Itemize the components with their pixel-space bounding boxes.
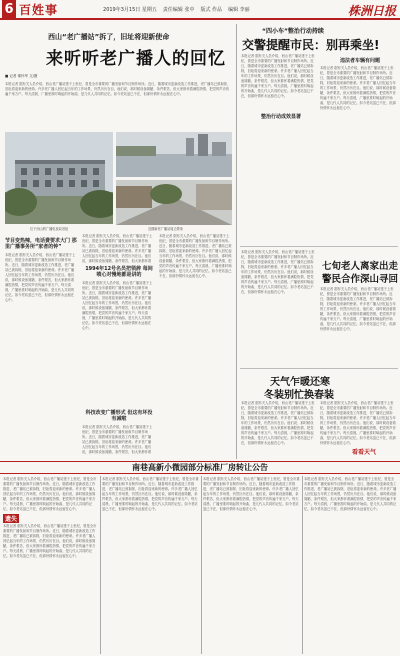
top-story-kicker: 西山“老广播站”拆了，旧址将迎新使命 <box>48 33 170 41</box>
notice-col-4: 本报记者 据有关人员介绍，西山老广播站建于上世纪，曾是全市重要的广播发射和节目制作场所。近日，随着城市更新改造工作推进，老广播站已被拆除，旧址将迎来新的使命。许多老广播人回忆起当年的工作场景，仍然历历在目。他们说，那时候设备简陋，条件艰苦，但大家都怀着满腔热情，把党的声音传遍千家万户。每天清晨，广播里准时响起的开始曲，是几代人共同的记忆。如今老站虽已不在，但那份情怀永远留在心中。 <box>304 477 397 511</box>
notice-col-3: 本报记者 据有关人员介绍，西山老广播站建于上世纪，曾是全市重要的广播发射和节目制作场所。近日，随着城市更新改造工作推进，老广播站已被拆除，旧址将迎来新的使命。许多老广播人回忆起当年的工作场景，仍然历历在目。他们说，那时候设备简陋，条件艰苦，但大家都怀着满腔热情，把党的声音传遍千家万户。每天清晨，广播里准时响起的开始曲，是几代人共同的记忆。如今老站虽已不在，但那份情怀永远留在心中。 <box>203 477 300 511</box>
photo-old-broadcast-station <box>5 132 113 224</box>
right-story-3-col-2: 本报记者 据有关人员介绍，西山老广播站建于上世纪，曾是全市重要的广播发射和节目制作场所。近日，随着城市更新改造工作推进，老广播站已被拆除，旧址将迎来新的使命。许多老广播人回忆起当年的工作场景，仍然历历在目。他们说，那时候设备简陋，条件艰苦，但大家都怀着满腔热情，把党的声音传遍千家万户。每天清晨，广播里准时响起的开始曲，是几代人共同的记忆。如今老站虽已不在，但那份情怀永远留在心中。 <box>320 401 396 445</box>
editor: 责任编辑 张中 <box>162 6 195 13</box>
right-story-3-title-2: 冬装别忙换春装 <box>264 390 334 401</box>
photo-caption-2: 近期新老广播站周边景象 <box>148 227 184 231</box>
notice-block-1: 本报记者 据有关人员介绍，西山老广播站建于上世纪，曾是全市重要的广播发射和节目制作场所。近日，随着城市更新改造工作推进，老广播站已被拆除，旧址将迎来新的使命。许多老广播人回忆起当年的工作场景，仍然历历在目。他们说，那时候设备简陋，条件艰苦，但大家都怀着满腔热情，把党的声音传遍千家万户。每天清晨，广播里准时响起的开始曲，是几代人共同的记忆。如今老站虽已不在，但那份情怀永远留在心中。 <box>3 477 97 511</box>
section-title: 百姓事 <box>19 2 59 17</box>
right-story-3-col-1: 本报记者 据有关人员介绍，西山老广播站建于上世纪，曾是全市重要的广播发射和节目制作场所。近日，随着城市更新改造工作推进，老广播站已被拆除，旧址将迎来新的使命。许多老广播人回忆起当年的工作场景，仍然历历在目。他们说，那时候设备简陋，条件艰苦，但大家都怀着满腔热情，把党的声音传遍千家万户。每天清晨，广播里准时响起的开始曲，是几代人共同的记忆。如今老站虽已不在，但那份情怀永远留在心中。 <box>241 401 315 445</box>
photo-caption-1: 位于西山的广播电视局旧址 <box>30 227 69 231</box>
notice-divider-2 <box>201 476 202 654</box>
top-story-subhead-3: 科技改变广播形式 但这有坏没有减啦 <box>85 410 153 422</box>
header-meta <box>103 6 250 13</box>
right-story-2-col-1: 本报记者 据有关人员介绍，西山老广播站建于上世纪，曾是全市重要的广播发射和节目制作场所。近日，随着城市更新改造工作推进，老广播站已被拆除，旧址将迎来新的使命。许多老广播人回忆起当年的工作场景，仍然历历在目。他们说，那时候设备简陋，条件艰苦，但大家都怀着满腔热情，把党的声音传遍千家万户。每天清晨，广播里准时响起的开始曲，是几代人共同的记忆。如今老站虽已不在，但那份情怀永远留在心中。 <box>241 250 315 294</box>
issue-date: 2019年3月15日 星期五 <box>103 6 157 13</box>
notice-col-2: 本报记者 据有关人员介绍，西山老广播站建于上世纪，曾是全市重要的广播发射和节目制作场所。近日，随着城市更新改造工作推进，老广播站已被拆除，旧址将迎来新的使命。许多老广播人回忆起当年的工作场景，仍然历历在目。他们说，那时候设备简陋，条件艰苦，但大家都怀着满腔热情，把党的声音传遍千家万户。每天清晨，广播里准时响起的开始曲，是几代人共同的记忆。如今老站虽已不在，但那份情怀永远留在心中。 <box>102 477 199 511</box>
right-story-2-title-2: 警民合作深山寻回 <box>322 274 399 285</box>
right-story-2-col-2: 本报记者 据有关人员介绍，西山老广播站建于上世纪，曾是全市重要的广播发射和节目制作场所。近日，随着城市更新改造工作推进，老广播站已被拆除，旧址将迎来新的使命。许多老广播人回忆起当年的工作场景，仍然历历在目。他们说，那时候设备简陋，条件艰苦，但大家都怀着满腔热情，把党的声音传遍千家万户。每天清晨，广播里准时响起的开始曲，是几代人共同的记忆。如今老站虽已不在，但那份情怀永远留在心中。 <box>320 287 396 331</box>
top-story-col-3: 本报记者 据有关人员介绍，西山老广播站建于上世纪，曾是全市重要的广播发射和节目制作场所。近日，随着城市更新改造工作推进，老广播站已被拆除，旧址将迎来新的使命。许多老广播人回忆起当年的工作场景，仍然历历在目。他们说，那时候设备简陋，条件艰苦，但大家都怀着满腔热情，把党的声音传遍千家万户。每天清晨，广播里准时响起的开始曲，是几代人共同的记忆。如今老站虽已不在，但那份情怀永远留在心中。 <box>159 234 232 278</box>
right-story-2-title-1: 七旬老人离家出走 <box>322 261 399 272</box>
top-story-lead: 本报记者 据有关人员介绍，西山老广播站建于上世纪，曾是全市重要的广播发射和节目制作场所。近日，随着城市更新改造工作推进，老广播站已被拆除，旧址将迎来新的使命。许多老广播人回忆起当年的工作场景，仍然历历在目。他们说，那时候设备简陋，条件艰苦，但大家都怀着满腔热情，把党的声音传遍千家万户。每天清晨，广播里准时响起的开始曲，是几代人共同的记忆。如今老站虽已不在，但那份情怀永远留在心中。 <box>5 82 231 96</box>
lost-found-col-1: 本报记者 据有关人员介绍，西山老广播站建于上世纪，曾是全市重要的广播发射和节目制作场所。近日，随着城市更新改造工作推进，老广播站已被拆除，旧址将迎来新的使命。许多老广播人回忆起当年的工作场景，仍然历历在目。他们说，那时候设备简陋，条件艰苦，但大家都怀着满腔热情，把党的声音传遍千家万户。每天清晨，广播里准时响起的开始曲，是几代人共同的记忆。如今老站虽已不在，但那份情怀永远留在心中。 <box>3 524 97 558</box>
lost-found-label: 遗失 <box>5 516 18 523</box>
notice-divider-1 <box>100 476 101 654</box>
page-header <box>0 0 400 20</box>
right-story-3-title-1: 天气乍暖还寒 <box>270 377 330 388</box>
right-story-1-col-1: 本报记者 据有关人员介绍，西山老广播站建于上世纪，曾是全市重要的广播发射和节目制作场所。近日，随着城市更新改造工作推进，老广播站已被拆除，旧址将迎来新的使命。许多老广播人回忆起当年的工作场景，仍然历历在目。他们说，那时候设备简陋，条件艰苦，但大家都怀着满腔热情，把党的声音传遍千家万户。每天清晨，广播里准时响起的开始曲，是几代人共同的记忆。如今老站虽已不在，但那份情怀永远留在心中。 <box>241 54 315 98</box>
right-story-1-col-2: 本报记者 据有关人员介绍，西山老广播站建于上世纪，曾是全市重要的广播发射和节目制作场所。近日，随着城市更新改造工作推进，老广播站已被拆除，旧址将迎来新的使命。许多老广播人回忆起当年的工作场景，仍然历历在目。他们说，那时候设备简陋，条件艰苦，但大家都怀着满腔热情，把党的声音传遍千家万户。每天清晨，广播里准时响起的开始曲，是几代人共同的记忆。如今老站虽已不在，但那份情怀永远留在心中。 <box>320 66 396 110</box>
right-story-1-subhead-1: 违法者车辆有问题 <box>339 58 380 64</box>
top-story-byline: ■ 记者 秦怀华 文/摄 <box>5 74 38 78</box>
right-story-1-subhead-2: 整治行动成效显著 <box>260 114 301 120</box>
top-story-col-2c: 本报记者 据有关人员介绍，西山老广播站建于上世纪，曾是全市重要的广播发射和节目制作场所。近日，随着城市更新改造工作推进，老广播站已被拆除，旧址将迎来新的使命。许多老广播人回忆起当年的工作场景，仍然历历在目。他们说，那时候设备简陋，条件艰苦，但大家都怀着 <box>82 425 153 454</box>
notice-banner <box>0 461 400 474</box>
section-divider-1 <box>240 246 398 247</box>
photo-riverside-view <box>116 132 232 177</box>
top-story-col-2a: 本报记者 据有关人员介绍，西山老广播站建于上世纪，曾是全市重要的广播发射和节目制作场所。近日，随着城市更新改造工作推进，老广播站已被拆除，旧址将迎来新的使命。许多老广播人回忆起当年的工作场景，仍然历历在目。他们说，那时候设备简陋，条件艰苦，但大家都怀着 <box>82 234 153 263</box>
section-divider-2 <box>240 368 398 369</box>
weather-link[interactable]: 看看天气 <box>352 449 377 456</box>
layout-credit: 版式 作品 <box>200 6 223 13</box>
masthead-logo: 株洲日报 <box>347 4 396 18</box>
top-story-subhead-2: 1994年12号名员把领辞 每间喷心对慢地都是讲的 <box>85 266 153 278</box>
top-story-title: 来听听老广播人的回忆 <box>46 49 226 69</box>
right-story-1-title: 交警提醒市民：别再乘坐! <box>242 38 380 52</box>
column-divider <box>236 24 237 459</box>
right-story-1-kicker: “四小车”整治行动持续 <box>262 28 324 35</box>
top-story-col-1: 本报记者 据有关人员介绍，西山老广播站建于上世纪，曾是全市重要的广播发射和节目制作场所。近日，随着城市更新改造工作推进，老广播站已被拆除，旧址将迎来新的使命。许多老广播人回忆起当年的工作场景，仍然历历在目。他们说，那时候设备简陋，条件艰苦，但大家都怀着满腔热情，把党的声音传遍千家万户。每天清晨，广播里准时响起的开始曲，是几代人共同的记忆。如今老站虽已不在，但那份情怀永远留在心中。 <box>5 253 76 302</box>
top-story-subhead-1: 节目变热辣，电话费要求大门 那里广播事务所“家者的钟” <box>5 238 77 250</box>
proofreader: 编辑 李丽 <box>228 6 250 13</box>
top-story-col-2b: 本报记者 据有关人员介绍，西山老广播站建于上世纪，曾是全市重要的广播发射和节目制作场所。近日，随着城市更新改造工作推进，老广播站已被拆除，旧址将迎来新的使命。许多老广播人回忆起当年的工作场景，仍然历历在目。他们说，那时候设备简陋，条件艰苦，但大家都怀着满腔热情，把党的声音传遍千家万户。每天清晨，广播里准时响起的开始曲，是几代人共同的记忆。如今老站虽已不在，但那份情怀永远留在心中。 <box>82 281 153 330</box>
notice-divider-3 <box>302 476 303 654</box>
page-number: 6 <box>2 0 16 18</box>
notice-banner-title: 南巷高新小微园部分标准厂房转让公告 <box>132 463 268 472</box>
photo-new-street <box>116 180 232 225</box>
